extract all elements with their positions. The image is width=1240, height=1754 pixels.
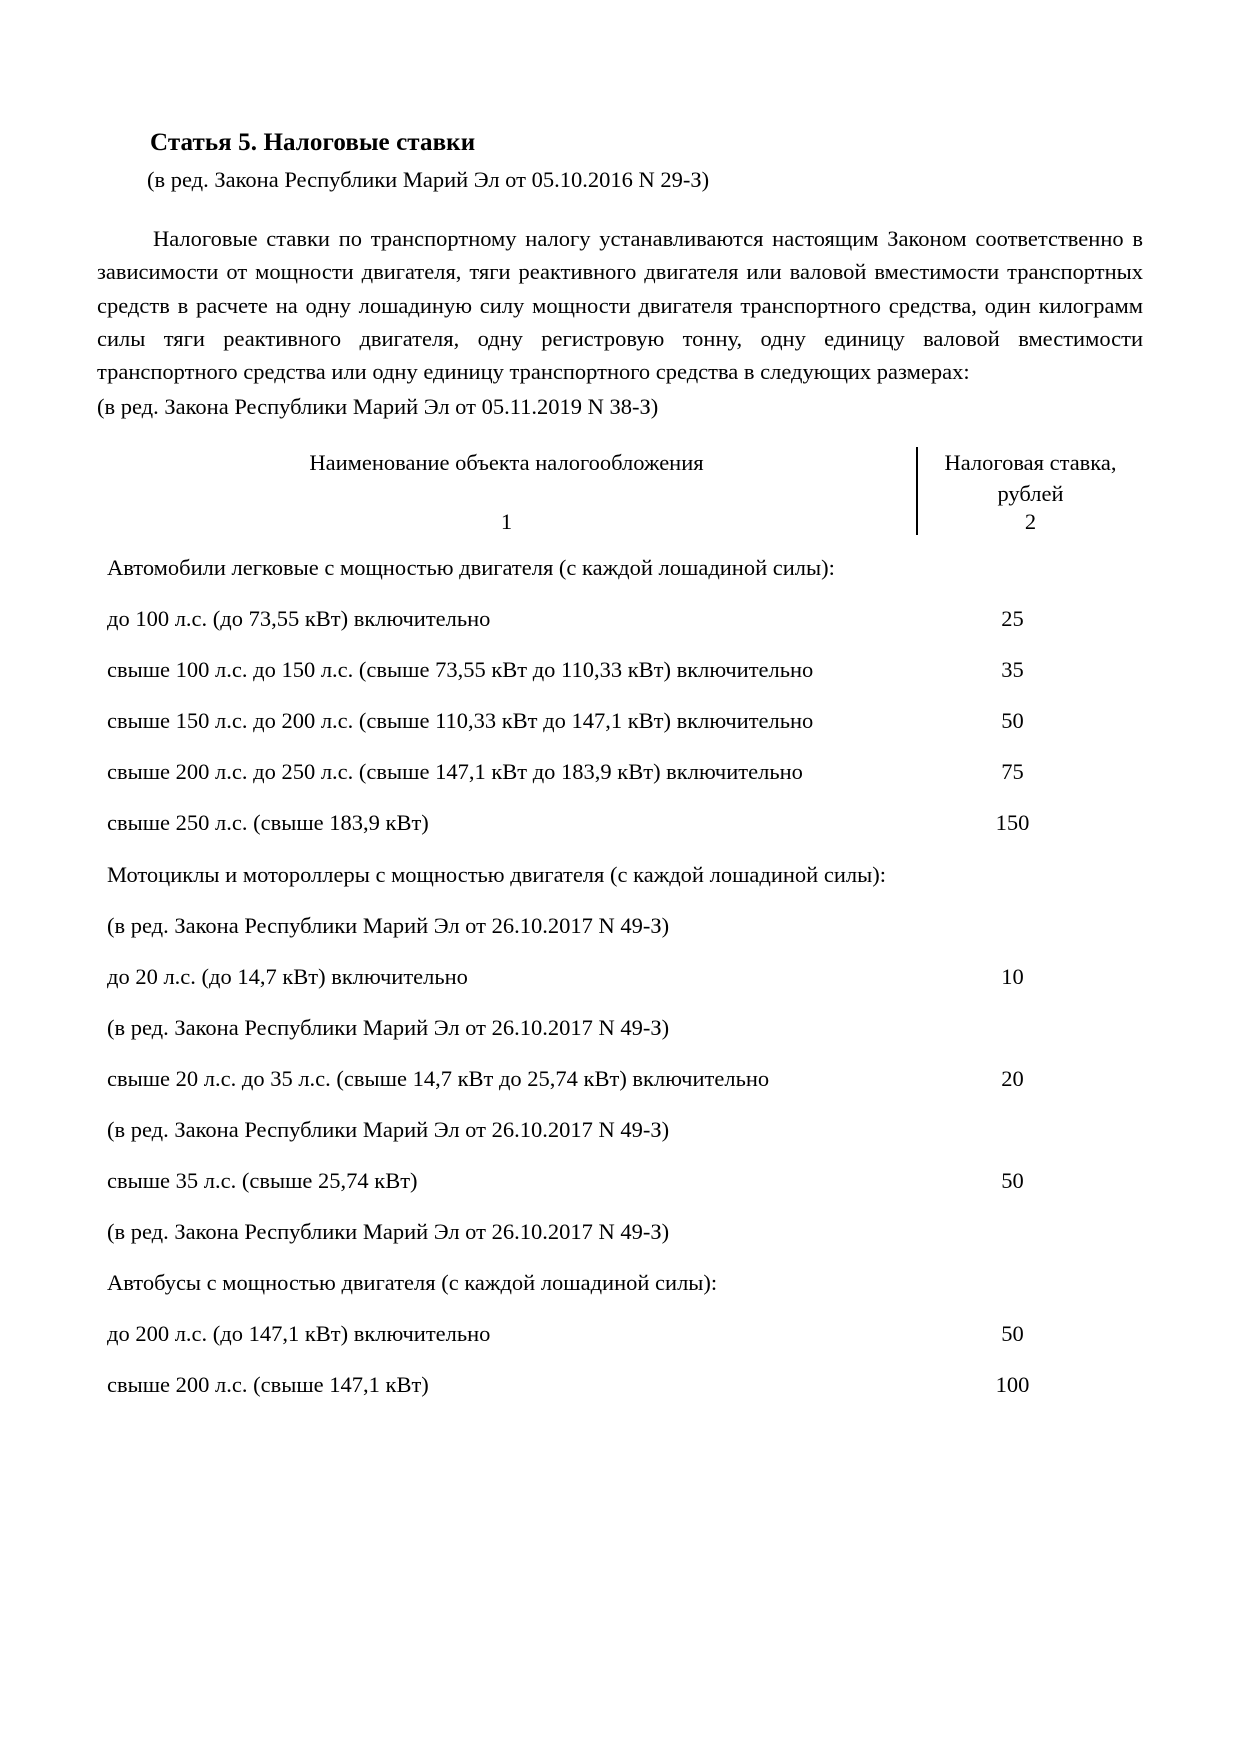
table-row	[97, 790, 1143, 841]
row-rate-value	[917, 535, 1143, 586]
row-rate-value	[917, 1097, 1143, 1148]
row-rate-value: 25	[1001, 606, 1024, 632]
table-row	[97, 1199, 1143, 1250]
row-rate-value: 35	[1001, 657, 1024, 683]
table-row	[97, 1250, 1143, 1301]
table-row	[97, 1301, 1143, 1352]
column-number-1: 1	[500, 509, 513, 535]
table-row	[97, 893, 1143, 944]
page-title: Статья 5. Налоговые ставки	[150, 129, 476, 156]
row-rate-value: 10	[1001, 963, 1024, 989]
row-rate-value	[917, 995, 1143, 1046]
table-row	[97, 1352, 1143, 1403]
table-header-row	[97, 447, 1143, 509]
table-row	[97, 1046, 1143, 1097]
row-rate-value: 50	[1001, 1321, 1024, 1347]
document-content	[97, 128, 1143, 1403]
row-description: (в ред. Закона Республики Марий Эл от 26.10.2017 N 49-З)	[107, 1218, 670, 1244]
tax-rates-table	[97, 447, 1143, 1403]
row-rate-value: 75	[1001, 759, 1024, 785]
column-header-object-name: Наименование объекта налогообложения	[309, 450, 704, 476]
row-rate-value: 50	[1001, 1167, 1024, 1193]
table-body	[97, 535, 1143, 1403]
table-row	[97, 637, 1143, 688]
row-description: Мотоциклы и мотороллеры с мощностью двигателя (с каждой лошадиной силы):	[107, 861, 886, 887]
table-row	[97, 944, 1143, 995]
row-rate-value: 150	[995, 810, 1030, 836]
intro-paragraph: Налоговые ставки по транспортному налогу устанавливаются настоящим Законом соответственно в зависимости от мощности двигателя, тяги реактивного двигателя или валовой вместимости транспортных средств в расчете на одну лошадиную силу мощности двигателя транспортного средства, один килограмм силы тяги реактивного двигателя, одну регистровую тонну, одну единицу валовой вместимости транспортного средства или одну единицу транспортного средства в следующих размерах:	[97, 225, 1143, 385]
table-row	[97, 995, 1143, 1046]
intro-revision-note: (в ред. Закона Республики Марий Эл от 05.11.2019 N 38-З)	[97, 393, 659, 419]
row-description: Автобусы с мощностью двигателя (с каждой лошадиной силы):	[107, 1270, 718, 1295]
row-rate-value	[917, 893, 1143, 944]
row-description: Автомобили легковые с мощностью двигателя (с каждой лошадиной силы):	[107, 555, 835, 581]
row-rate-value: 50	[1001, 708, 1024, 734]
row-description: свыше 200 л.с. (свыше 147,1 кВт)	[107, 1372, 429, 1398]
table-row	[97, 842, 1143, 893]
column-number-2: 2	[917, 509, 1143, 535]
table-row	[97, 586, 1143, 637]
row-description: (в ред. Закона Республики Марий Эл от 26.10.2017 N 49-З)	[107, 912, 670, 938]
row-description: (в ред. Закона Республики Марий Эл от 26.10.2017 N 49-З)	[107, 1014, 670, 1040]
table-row	[97, 535, 1143, 586]
row-description: свыше 100 л.с. до 150 л.с. (свыше 73,55 кВт до 110,33 кВт) включительно	[107, 657, 814, 683]
row-rate-value	[917, 1199, 1143, 1250]
row-description: свыше 35 л.с. (свыше 25,74 кВт)	[107, 1167, 418, 1193]
row-description: (в ред. Закона Республики Марий Эл от 26.10.2017 N 49-З)	[107, 1116, 670, 1142]
table-row	[97, 688, 1143, 739]
row-rate-value: 100	[995, 1372, 1030, 1398]
row-description: до 200 л.с. (до 147,1 кВт) включительно	[107, 1321, 491, 1347]
table-column-number-row	[97, 509, 1143, 535]
table-row	[97, 739, 1143, 790]
title-revision-note: (в ред. Закона Республики Марий Эл от 05.10.2016 N 29-З)	[147, 166, 710, 192]
column-header-tax-rate: Налоговая ставка, рублей	[917, 447, 1143, 509]
table-row	[97, 1097, 1143, 1148]
row-description: свыше 250 л.с. (свыше 183,9 кВт)	[107, 810, 429, 836]
table-row	[97, 1148, 1143, 1199]
row-rate-value	[917, 1250, 1143, 1301]
row-description: свыше 200 л.с. до 250 л.с. (свыше 147,1 кВт до 183,9 кВт) включительно	[107, 759, 803, 785]
row-rate-value: 20	[1001, 1065, 1024, 1091]
row-description: свыше 20 л.с. до 35 л.с. (свыше 14,7 кВт до 25,74 кВт) включительно	[107, 1065, 770, 1091]
row-description: до 100 л.с. (до 73,55 кВт) включительно	[107, 606, 491, 632]
row-description: до 20 л.с. (до 14,7 кВт) включительно	[107, 963, 468, 989]
row-description: свыше 150 л.с. до 200 л.с. (свыше 110,33 кВт до 147,1 кВт) включительно	[107, 708, 814, 734]
row-rate-value	[917, 842, 1143, 893]
